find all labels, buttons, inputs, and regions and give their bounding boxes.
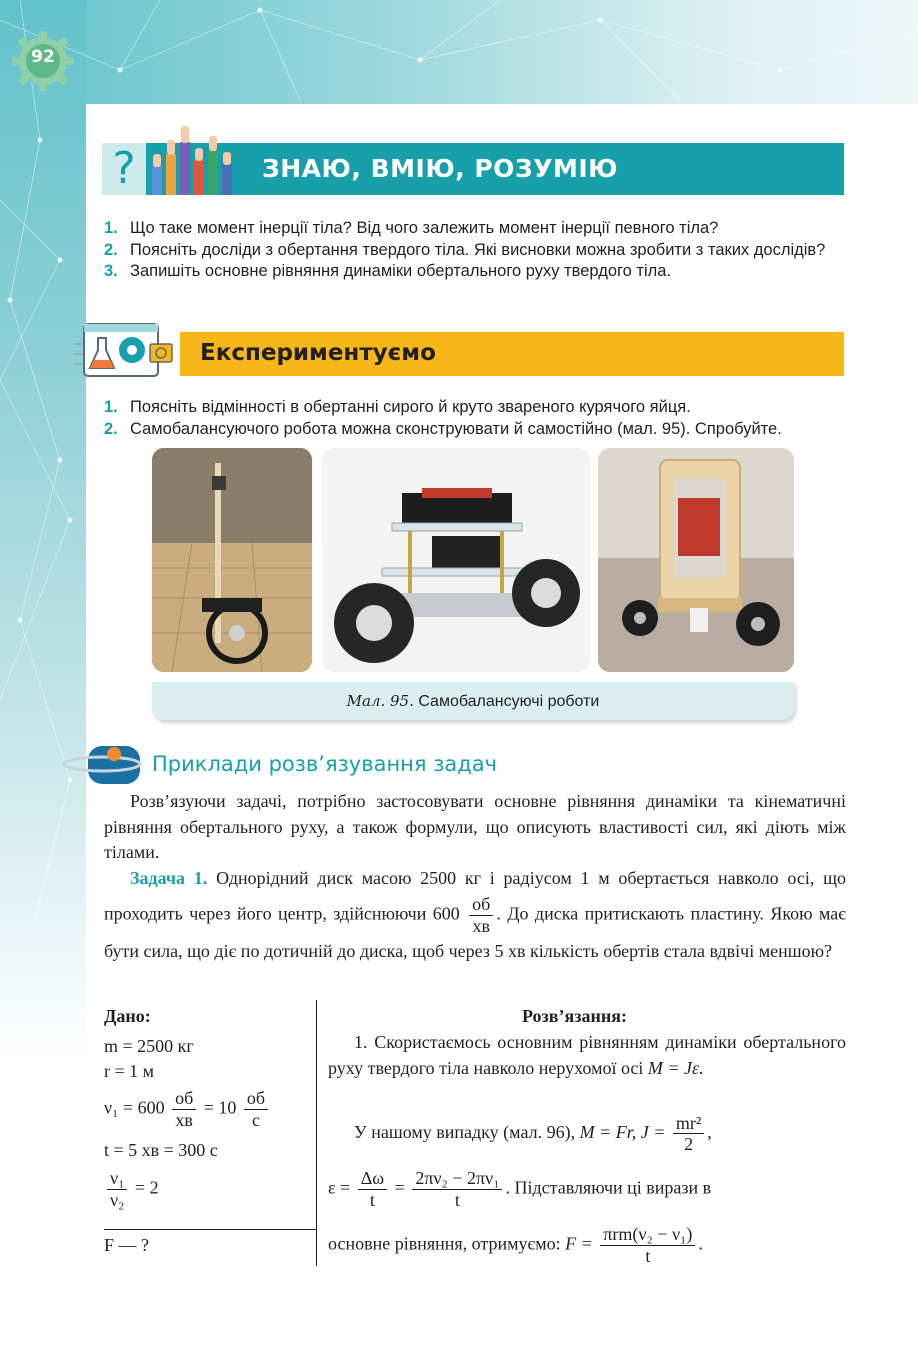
given-ratio: $\frac{\text{ν₁}}{\text{ν₂}}$ = 2 <box>104 1168 159 1210</box>
find-value: F — ? <box>104 1235 149 1255</box>
list-item: 2. Самобалансуючого робота можна сконструювати й самостійно (мал. 95). Спробуйте. <box>104 419 782 438</box>
figure-caption: Мал. 95. Самобалансуючі роботи <box>346 692 600 710</box>
solution-epsilon: ε = $\frac{\Delta\omega}{t}$ = $\frac{\text{2πν₂ − 2πν₁}}{t}$ . Підставляючи ці вирази в <box>328 1168 712 1210</box>
given-radius: r = 1 м <box>104 1061 155 1081</box>
given-mass: m = 2500 кг <box>104 1036 194 1056</box>
given-title: Дано: <box>104 1006 151 1026</box>
given-frequency: ν₁ = 600 $\frac{об}{хв}$ = 10 $\frac{об}{с}$ <box>104 1088 271 1130</box>
given-divider <box>104 1229 316 1230</box>
experiment-section-title: Експериментуємо <box>200 340 436 366</box>
raised-hands-icon <box>146 120 246 195</box>
given-solution-divider <box>316 1000 317 1266</box>
question-mark-icon: ? <box>112 143 136 194</box>
wooden-robot-photo <box>598 448 794 672</box>
solution-final: основне рівняння, отримуємо: F = $\frac{\text{πrm(ν₂ − ν₁)}}{t}$ . <box>328 1224 703 1266</box>
atom-orbit-icon <box>62 742 142 786</box>
list-item: 2. Поясніть досліди з обертання твердого тіла. Які висновки можна зробити з таких дослідів? <box>104 240 826 259</box>
acrylic-robot-photo <box>322 448 590 672</box>
list-item: 1. Поясніть відмінності в обертанні сирого й круто звареного курячого яйця. <box>104 398 691 416</box>
task-1-text: Задача 1. Однорідний диск масою 2500 кг і радіусом 1 м обертається навколо осі, що проходить через його центр, здійснюючи 600 $\frac{об}{хв}$ . До диска притискають пластину. Якою має бути сила, що діє по дотичній до диска, щоб через 5 хв кількість обертів стала вдвічі меншою? <box>104 868 847 962</box>
solution-title: Розв’язання: <box>522 1006 627 1026</box>
know-section-title: ЗНАЮ, ВМІЮ, РОЗУМІЮ <box>262 154 618 183</box>
know-questions-list <box>104 218 846 283</box>
experiment-list <box>104 397 846 440</box>
examples-section-title: Приклади розв’язування задач <box>152 752 498 776</box>
examples-intro: Розв’язуючи задачі, потрібно застосовувати основне рівняння динаміки та кінематичні рівняння обертального руху, а також формули, що описують властивості сил, які діють між тілами. <box>104 791 846 862</box>
list-item: 3. Запишіть основне рівняння динаміки обертального руху твердого тіла. <box>104 262 672 280</box>
unit-fraction: $\frac{об}{хв}$ <box>469 894 493 936</box>
solution-case: У нашому випадку (мал. 96), M = Fr, J = $\frac{\text{mr²}}{2}$ , <box>354 1112 712 1155</box>
solution-step-1: 1. Скористаємось основним рівнянням динаміки обертального руху твердого тіла навколо нерухомої осі M = Jε. <box>328 1032 846 1078</box>
page-number: 92 <box>31 47 55 67</box>
given-time: t = 5 хв = 300 с <box>104 1140 218 1160</box>
list-item: 1. Що таке момент інерції тіла? Від чого залежить момент інерції певного тіла? <box>104 219 719 237</box>
lab-flask-gear-icon <box>74 314 184 386</box>
robot-on-mat-photo <box>152 448 312 672</box>
